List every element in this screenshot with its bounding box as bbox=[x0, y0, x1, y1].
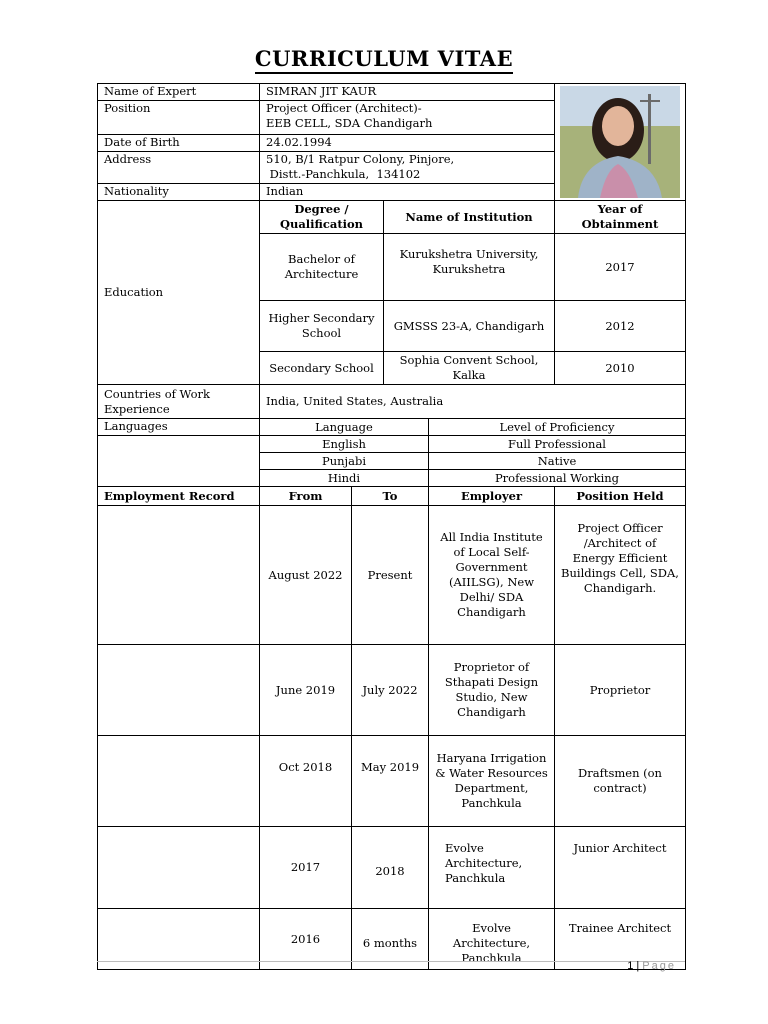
dob-value: 24.02.1994 bbox=[260, 135, 555, 152]
employment-position: Draftsmen (on contract) bbox=[555, 736, 686, 827]
education-header-institution: Name of Institution bbox=[384, 201, 555, 234]
languages-spacer bbox=[98, 436, 260, 487]
employment-employer: Haryana Irrigation & Water Resources Department, Panchkula bbox=[429, 736, 555, 827]
employment-from: June 2019 bbox=[260, 645, 352, 736]
position-value bbox=[260, 101, 555, 135]
employment-position: Junior Architect bbox=[555, 827, 686, 909]
address-label: Address bbox=[98, 152, 260, 184]
position-label: Position bbox=[98, 101, 260, 135]
employment-header-position: Position Held bbox=[555, 487, 686, 506]
address-line-2: Distt.-Panchkula, 134102 bbox=[266, 167, 421, 181]
address-value bbox=[260, 152, 555, 184]
employment-position: Project Officer /Architect of Energy Efficient Buildings Cell, SDA, Chandigarh. bbox=[555, 506, 686, 645]
profile-photo bbox=[560, 86, 680, 198]
education-degree: Bachelor of Architecture bbox=[260, 234, 384, 301]
employment-row bbox=[98, 827, 686, 909]
education-year: 2017 bbox=[555, 234, 686, 301]
page-title: CURRICULUM VITAE bbox=[0, 46, 768, 71]
page-footer bbox=[627, 960, 676, 972]
name-value: SIMRAN JIT KAUR bbox=[260, 84, 555, 101]
employment-spacer bbox=[98, 506, 260, 645]
footer-divider bbox=[97, 961, 685, 962]
employment-row bbox=[98, 645, 686, 736]
language-level: Full Professional bbox=[429, 436, 686, 453]
employment-to: July 2022 bbox=[352, 645, 429, 736]
employment-header-employer: Employer bbox=[429, 487, 555, 506]
page-number: 1 bbox=[627, 960, 634, 972]
education-label: Education bbox=[98, 201, 260, 385]
employment-row bbox=[98, 506, 686, 645]
employment-to: Present bbox=[352, 506, 429, 645]
education-year: 2010 bbox=[555, 352, 686, 385]
education-header-degree: Degree / Qualification bbox=[260, 201, 384, 234]
countries-label: Countries of Work Experience bbox=[98, 385, 260, 419]
education-institution: GMSSS 23-A, Chandigarh bbox=[384, 301, 555, 352]
employment-position: Proprietor bbox=[555, 645, 686, 736]
page-separator: | bbox=[636, 960, 640, 972]
employment-from: 2016 bbox=[260, 909, 352, 970]
nationality-label: Nationality bbox=[98, 184, 260, 201]
address-line-1: 510, B/1 Ratpur Colony, Pinjore, bbox=[266, 152, 455, 166]
employment-employer: Evolve Architecture, Panchkula bbox=[429, 827, 555, 909]
employment-employer: Proprietor of Sthapati Design Studio, New Chandigarh bbox=[429, 645, 555, 736]
education-institution: Sophia Convent School, Kalka bbox=[384, 352, 555, 385]
employment-employer: Evolve Architecture, Panchkula bbox=[429, 909, 555, 970]
photo-cell bbox=[555, 84, 686, 201]
language-name: Punjabi bbox=[260, 453, 429, 470]
position-line-1: Project Officer (Architect)- bbox=[266, 101, 422, 115]
education-degree: Higher Secondary School bbox=[260, 301, 384, 352]
cv-table bbox=[97, 83, 686, 970]
countries-value: India, United States, Australia bbox=[260, 385, 686, 419]
employment-header-to: To bbox=[352, 487, 429, 506]
employment-row bbox=[98, 736, 686, 827]
employment-spacer bbox=[98, 645, 260, 736]
employment-employer: All India Institute of Local Self-Government (AIILSG), New Delhi/ SDA Chandigarh bbox=[429, 506, 555, 645]
employment-from: 2017 bbox=[260, 827, 352, 909]
employment-to: 2018 bbox=[352, 827, 429, 909]
employment-from: August 2022 bbox=[260, 506, 352, 645]
language-level: Professional Working bbox=[429, 470, 686, 487]
employment-spacer bbox=[98, 736, 260, 827]
education-institution: Kurukshetra University, Kurukshetra bbox=[384, 234, 555, 301]
nationality-value: Indian bbox=[260, 184, 555, 201]
language-name: Hindi bbox=[260, 470, 429, 487]
languages-label: Languages bbox=[98, 419, 260, 436]
languages-header-language: Language bbox=[260, 419, 429, 436]
dob-label: Date of Birth bbox=[98, 135, 260, 152]
education-year: 2012 bbox=[555, 301, 686, 352]
name-label: Name of Expert bbox=[98, 84, 260, 101]
language-row bbox=[98, 436, 686, 453]
employment-label: Employment Record bbox=[98, 487, 260, 506]
employment-position: Trainee Architect bbox=[555, 909, 686, 970]
employment-to: May 2019 bbox=[352, 736, 429, 827]
employment-spacer bbox=[98, 827, 260, 909]
education-degree: Secondary School bbox=[260, 352, 384, 385]
languages-header-level: Level of Proficiency bbox=[429, 419, 686, 436]
language-level: Native bbox=[429, 453, 686, 470]
language-name: English bbox=[260, 436, 429, 453]
employment-header-from: From bbox=[260, 487, 352, 506]
position-line-2: EEB CELL, SDA Chandigarh bbox=[266, 116, 433, 130]
page-word: Page bbox=[642, 960, 676, 972]
employment-to: 6 months bbox=[352, 909, 429, 970]
employment-from: Oct 2018 bbox=[260, 736, 352, 827]
education-header-year: Year of Obtainment bbox=[555, 201, 686, 234]
